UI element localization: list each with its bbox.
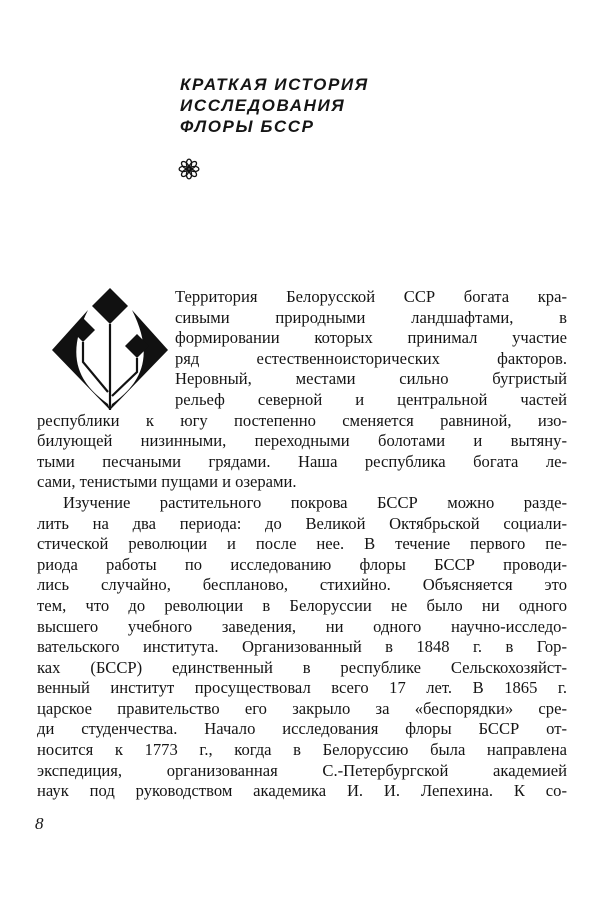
text-line: ряд естественноисторических факторов. <box>175 348 567 368</box>
text-line: сами, тенистыми пущами и озерами. <box>37 472 297 492</box>
page-number: 8 <box>35 814 44 833</box>
text-line: венный институт просуществовал всего 17 лет. В 1865 г. <box>37 678 567 698</box>
text-line: формировании которых принимал участие <box>175 328 567 348</box>
text-line: стической революции и после нее. В течение первого пе- <box>37 534 567 554</box>
text-line: Изучение растительного покрова БССР можно разде- <box>63 492 567 512</box>
title-line: ИССЛЕДОВАНИЯ <box>180 96 346 115</box>
text-line: вательского института. Организованный в 1848 г. в Гор- <box>37 637 567 657</box>
paragraph <box>37 493 567 802</box>
text-line: лить на два периода: до Великой Октябрьской социали- <box>37 513 567 533</box>
text-line: лись случайно, беспланово, стихийно. Объясняется это <box>37 575 567 595</box>
text-line: носится к 1773 г., когда в Белоруссию была направлена <box>37 740 567 760</box>
title-line: ФЛОРЫ БССР <box>180 117 315 136</box>
text-line: наук под руководством академика И. И. Лепехина. К со- <box>37 781 567 801</box>
text-line: сивыми природными ландшафтами, в <box>175 307 567 327</box>
body-text <box>37 287 567 802</box>
chapter-title <box>180 74 369 137</box>
text-line: Неровный, местами сильно бугристый <box>175 369 567 389</box>
title-line: КРАТКАЯ ИСТОРИЯ <box>180 75 369 94</box>
text-line: тем, что до революции в Белоруссии не было ни одного <box>37 595 567 615</box>
text-line: ди студенчества. Начало исследования флоры БССР от- <box>37 719 567 739</box>
text-line: царское правительство его закрыло за «беспорядки» сре- <box>37 698 567 718</box>
text-line: тыми песчаными грядами. Наша республика богата ле- <box>37 451 567 471</box>
text-line: риода работы по исследованию флоры БССР проводи- <box>37 554 567 574</box>
text-line: билующей низинными, переходными болотами и вытяну- <box>37 431 567 451</box>
text-line: ках (БССР) единственный в республике Сельскохозяйст- <box>37 657 567 677</box>
text-line: Территория Белорусской ССР богата кра- <box>175 287 567 306</box>
text-line: рельеф северной и центральной частей <box>175 389 567 409</box>
paragraph <box>37 287 567 493</box>
text-line: республики к югу постепенно сменяется равниной, изо- <box>37 410 567 430</box>
text-line: экспедиция, организованная С.-Петербургской академией <box>37 760 567 780</box>
text-line: высшего учебного заведения, ни одного научно-исследо- <box>37 616 567 636</box>
flower-ornament-icon <box>178 158 200 180</box>
